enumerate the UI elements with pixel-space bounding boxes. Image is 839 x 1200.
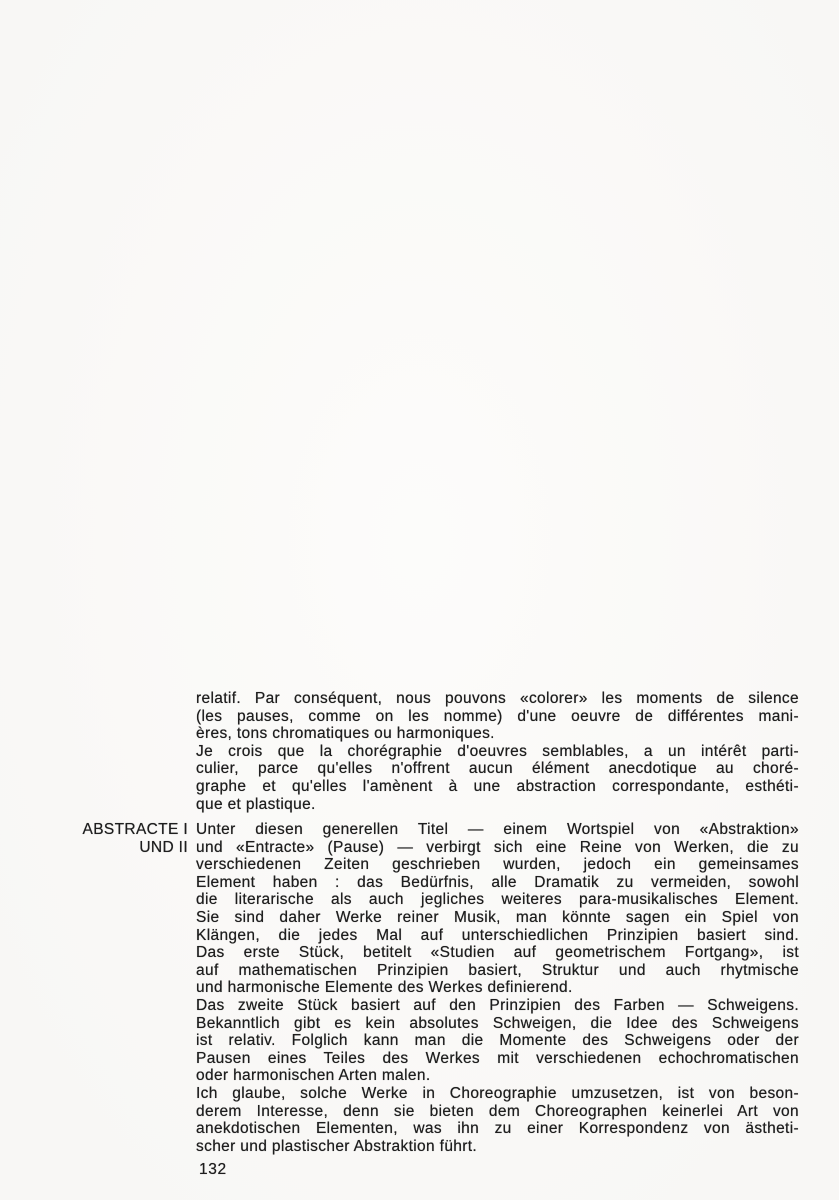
text-line: Sie sind daher Werke reiner Musik, man könnte sagen ein Spiel von: [196, 908, 799, 926]
text-line: Ich glaube, solche Werke in Choreographie umzusetzen, ist von beson-: [196, 1084, 799, 1102]
text-line: derem Interesse, denn sie bieten dem Choreographen keinerlei Art von: [196, 1102, 799, 1120]
text-line: Das erste Stück, betitelt «Studien auf geometrischem Fortgang», ist: [196, 944, 799, 962]
section-heading: [30, 821, 188, 856]
text-line: und «Entracte» (Pause) — verbirgt sich eine Reine von Werken, die zu: [196, 838, 799, 856]
text-line: que et plastique.: [196, 795, 316, 813]
text-line: Je crois que la chorégraphie d'oeuvres semblables, a un intérêt parti-: [196, 742, 799, 760]
text-line: ist relativ. Folglich kann man die Momente des Schweigens oder der: [196, 1032, 799, 1050]
text-line: Unter diesen generellen Titel — einem Wortspiel von «Abstraktion»: [196, 821, 799, 838]
text-line: Bekanntlich gibt es kein absolutes Schweigen, die Idee des Schweigens: [196, 1014, 799, 1032]
heading-line: ABSTRACTE I: [82, 821, 188, 838]
text-line: relatif. Par conséquent, nous pouvons «colorer» les moments de silence: [196, 690, 799, 707]
text-line: Element haben : das Bedürfnis, alle Dramatik zu vermeiden, sowohl: [196, 873, 799, 891]
text-line: (les pauses, comme on les nomme) d'une oeuvre de différentes mani-: [196, 707, 799, 725]
text-line: Das zweite Stück basiert auf den Prinzipien des Farben — Schweigens.: [196, 996, 799, 1014]
text-line: Klängen, die jedes Mal auf unterschiedlichen Prinzipien basiert sind.: [196, 926, 799, 944]
text-line: die literarische als auch jegliches weiteres para-musikalisches Element.: [196, 891, 799, 909]
text-line: und harmonische Elemente des Werkes definierend.: [196, 979, 573, 997]
text-line: auf mathematischen Prinzipien basiert, Struktur und auch rhytmische: [196, 961, 799, 979]
text-line: ères, tons chromatiques ou harmoniques.: [196, 725, 495, 743]
text-line: anekdotischen Elementen, was ihn zu einer Korrespondenz von ästheti-: [196, 1120, 799, 1138]
text-line: graphe et qu'elles l'amènent à une abstraction correspondante, esthéti-: [196, 777, 799, 795]
page-number: 132: [199, 1161, 227, 1178]
heading-line: UND II: [139, 838, 188, 856]
german-text-block: [196, 821, 799, 1155]
text-line: scher und plastischer Abstraktion führt.: [196, 1137, 478, 1155]
text-line: verschiedenen Zeiten geschrieben wurden, jedoch ein gemeinsames: [196, 856, 799, 874]
text-line: oder harmonischen Arten malen.: [196, 1067, 431, 1085]
text-line: culier, parce qu'elles n'offrent aucun élément anecdotique au choré-: [196, 760, 799, 778]
text-line: Pausen eines Teiles des Werkes mit verschiedenen echochromatischen: [196, 1049, 799, 1067]
french-text-block: [196, 690, 799, 813]
